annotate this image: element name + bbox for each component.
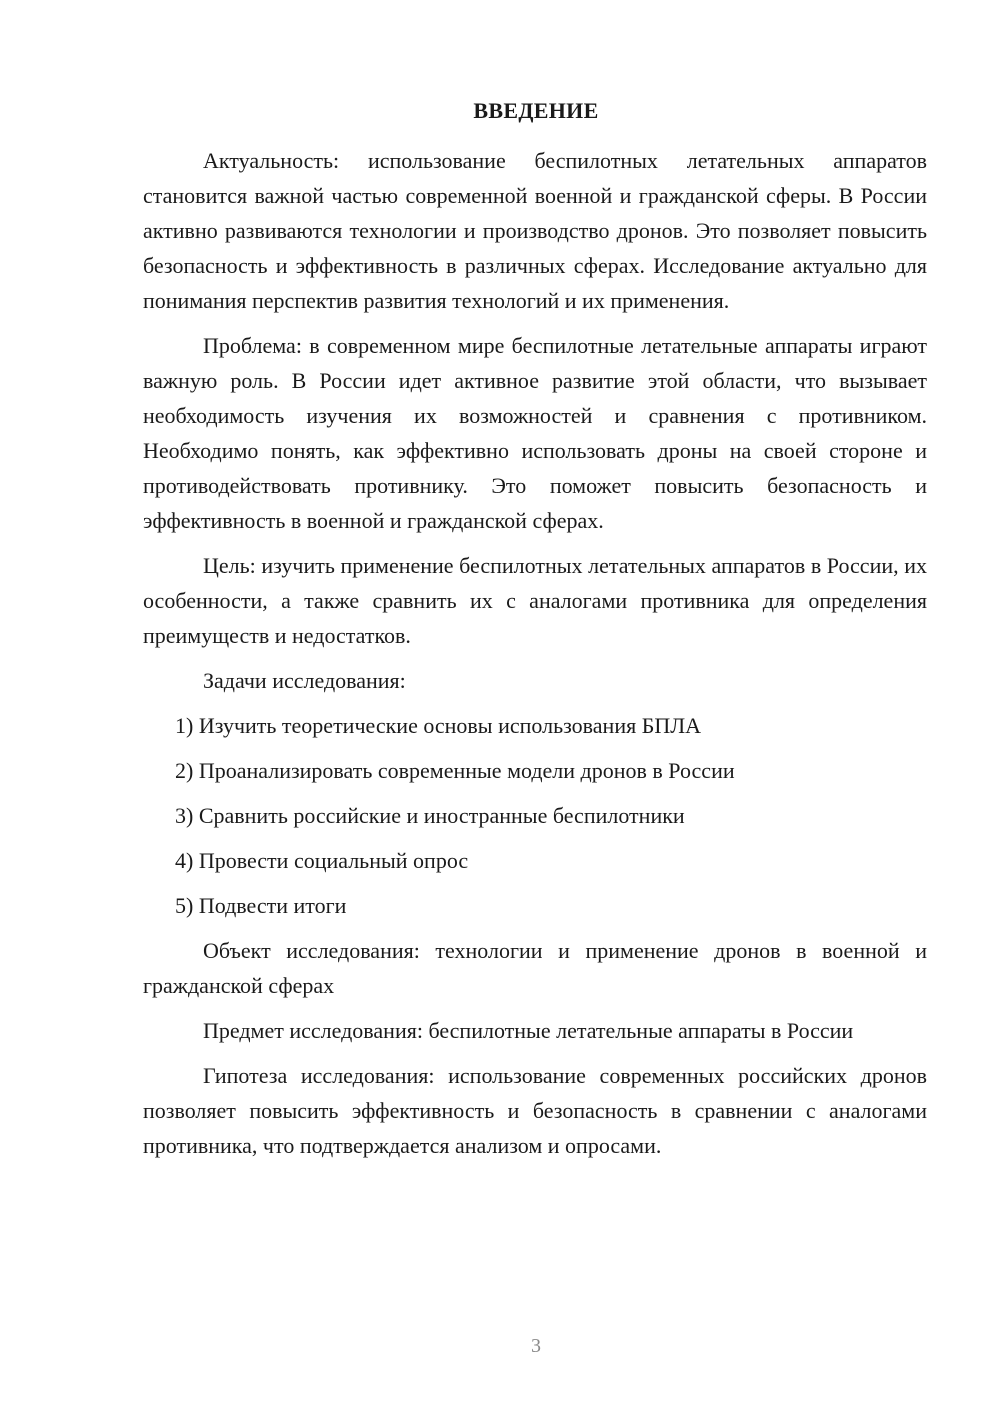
tasks-heading: Задачи исследования:: [203, 668, 406, 693]
task-item-5: 5) Подвести итоги: [175, 893, 347, 918]
page-title: ВВЕДЕНИЕ: [473, 98, 599, 123]
tasks-list: [143, 708, 927, 923]
paragraph-subject: Предмет исследования: беспилотные летательные аппараты в России: [203, 1018, 854, 1043]
paragraph-problem: Проблема: в современном мире беспилотные летательные аппараты играют важную роль. В России идет активное развитие этой области, что вызывает необходимость изучения их возможностей и сравнения с противником. Необходимо понять, как эффективно использовать дроны на своей стороне и противодействовать противнику. Это поможет повысить безопасность и эффективность в военной и гражданской сферах.: [143, 333, 927, 533]
paragraph-relevance: Актуальность: использование беспилотных летательных аппаратов становится важной частью современной военной и гражданской сферы. В России активно развиваются технологии и производство дронов. Это позволяет повысить безопасность и эффективность в различных сферах. Исследование актуально для понимания перспектив развития технологий и их применения.: [143, 148, 927, 313]
task-item-2: 2) Проанализировать современные модели дронов в России: [175, 758, 735, 783]
paragraph-goal: Цель: изучить применение беспилотных летательных аппаратов в России, их особенности, а также сравнить их с аналогами противника для определения преимуществ и недостатков.: [143, 553, 927, 648]
task-item-1: 1) Изучить теоретические основы использования БПЛА: [175, 713, 702, 738]
paragraph-hypothesis: Гипотеза исследования: использование современных российских дронов позволяет повысить эффективность и безопасность в сравнении с аналогами противника, что подтверждается анализом и опросами.: [143, 1063, 927, 1158]
page-number: 3: [531, 1335, 541, 1357]
task-item-3: 3) Сравнить российские и иностранные беспилотники: [175, 803, 685, 828]
paragraph-object: Объект исследования: технологии и применение дронов в военной и гражданской сферах: [143, 938, 927, 998]
task-item-4: 4) Провести социальный опрос: [175, 848, 469, 873]
document-body: [143, 143, 927, 1173]
